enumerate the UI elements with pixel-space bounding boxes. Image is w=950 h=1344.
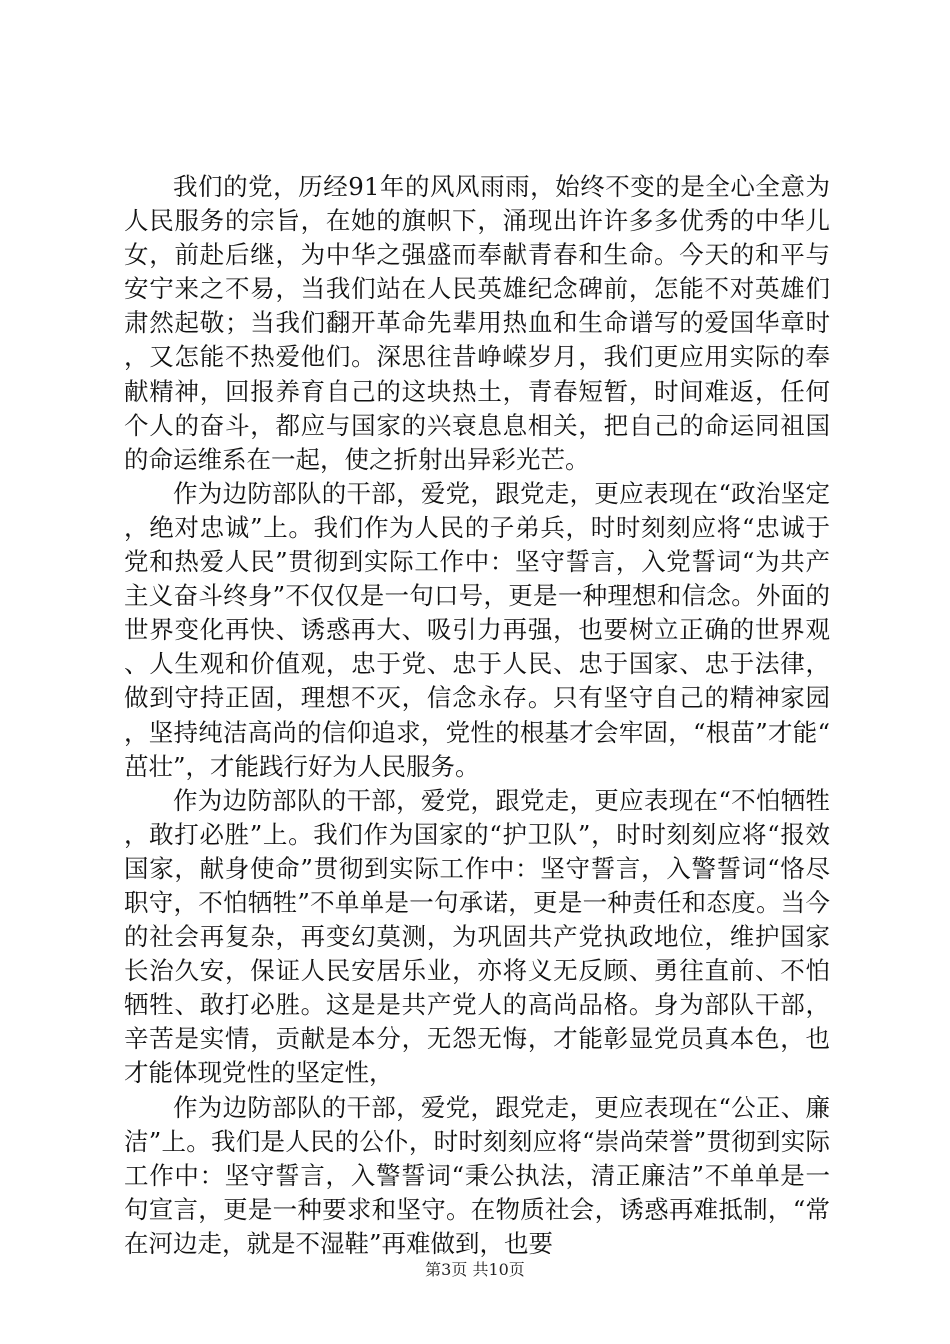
page-footer: 第3页 共10页 — [425, 1260, 525, 1279]
paragraph-1: 我们的党，历经91年的风风雨雨，始终不变的是全心全意为人民服务的宗旨，在她的旗帜下，涌现出许许多多优秀的中华儿女，前赴后继，为中华之强盛而奉献青春和生命。今天的和平与安宁来之不易，当我们站在人民英雄纪念碑前，怎能不对英雄们肃然起敬；当我们翻开革命先辈用热血和生命谱写的爱国华章时，又怎能不热爱他们。深思往昔峥嵘岁月，我们更应用实际的奉献精神，回报养育自己的这块热土，青春短暂，时间难返，任何个人的奋斗，都应与国家的兴衰息息相关，把自己的命运同祖国的命运维系在一起，使之折射出异彩光芒。 — [124, 172, 830, 474]
paragraph-2: 作为边防部队的干部，爱党，跟党走，更应表现在“政治坚定，绝对忠诚”上。我们作为人民的子弟兵，时时刻刻应将“忠诚于党和热爱人民”贯彻到实际工作中：坚守誓言，入党誓词“为共产主义奋斗终身”不仅仅是一句口号，更是一种理想和信念。外面的世界变化再快、诱惑再大、吸引力再强，也要树立正确的世界观、人生观和价值观，忠于党、忠于人民、忠于国家、忠于法律，做到守持正固，理想不灭，信念永存。只有坚守自己的精神家园，坚持纯洁高尚的信仰追求，党性的根基才会牢固，“根苗”才能“茁壮”，才能践行好为人民服务。 — [124, 478, 830, 781]
paragraph-3: 作为边防部队的干部，爱党，跟党走，更应表现在“不怕牺牲，敢打必胜”上。我们作为国家的“护卫队”，时时刻刻应将“报效国家，献身使命”贯彻到实际工作中：坚守誓言，入警誓词“恪尽职守，不怕牺牲”不单单是一句承诺，更是一种责任和态度。当今的社会再复杂，再变幻莫测，为巩固共产党执政地位，维护国家长治久安，保证人民安居乐业，亦将义无反顾、勇往直前、不怕牺牲、敢打必胜。这是是共产党人的高尚品格。身为部队干部，辛苦是实情，贡献是本分，无怨无悔，才能彰显党员真本色，也才能体现党性的坚定性， — [124, 785, 830, 1088]
document-body — [124, 170, 830, 1261]
paragraph-4: 作为边防部队的干部，爱党，跟党走，更应表现在“公正、廉洁”上。我们是人民的公仆，时时刻刻应将“崇尚荣誉”贯彻到实际工作中：坚守誓言，入警誓词“秉公执法，清正廉洁”不单单是一句宣言，更是一种要求和坚守。在物质社会，诱惑再难抵制，“常在河边走，就是不湿鞋”再难做到，也要 — [124, 1092, 830, 1258]
